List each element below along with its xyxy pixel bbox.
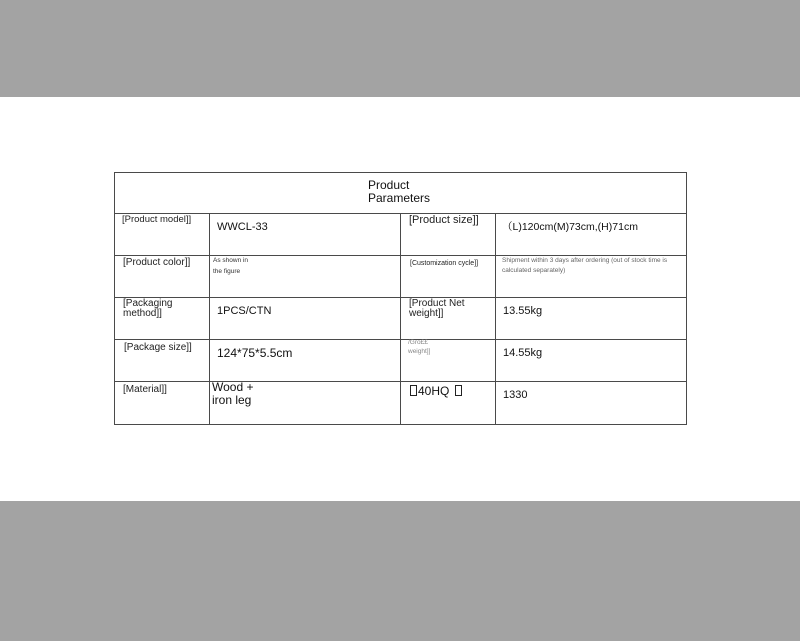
container-type-text: 40HQ <box>418 384 450 398</box>
customization-cycle-value-line-2: calculated separately) <box>502 267 566 274</box>
table-row <box>115 340 686 382</box>
material-label: [Material]] <box>123 384 167 395</box>
table-row <box>115 214 686 256</box>
table-title-line-1: Product <box>368 178 410 192</box>
cell-value <box>496 298 687 339</box>
cell-value <box>210 214 401 255</box>
gross-weight-label-line-2: weight]] <box>408 348 431 355</box>
cell-value <box>496 382 687 424</box>
material-value-line-1: Wood + <box>212 380 254 394</box>
cell-value <box>210 256 401 297</box>
cell-label <box>115 340 210 381</box>
cell-value <box>210 298 401 339</box>
package-size-value: 124*75*5.5cm <box>217 346 293 360</box>
cell-value <box>496 256 687 297</box>
product-color-value-line-1: As shown in <box>213 257 249 264</box>
table-row <box>115 256 686 298</box>
missing-glyph-icon <box>455 385 462 396</box>
net-weight-value: 13.55kg <box>503 305 543 317</box>
cell-label <box>401 256 496 297</box>
table-row <box>115 298 686 340</box>
packaging-method-label-line-1: [Packaging <box>123 298 173 309</box>
cell-value <box>210 340 401 381</box>
table-title-line-2: Parameters <box>368 191 431 205</box>
gross-weight-value: 14.55kg <box>503 347 543 359</box>
cell-label <box>401 298 496 339</box>
gross-weight-label-line-1: /Grο££ <box>408 339 428 346</box>
product-size-value: （L)120cm(M)73cm,(H)71cm <box>502 221 638 233</box>
table-row <box>115 382 686 424</box>
packaging-method-value: 1PCS/CTN <box>217 305 272 317</box>
product-color-label: [Product color]] <box>123 257 191 268</box>
product-model-label: [Product model]] <box>122 214 192 225</box>
container-quantity-value: 1330 <box>503 389 528 401</box>
material-value-line-2: iron leg <box>212 393 252 407</box>
missing-glyph-icon <box>410 385 417 396</box>
container-type-label <box>410 385 462 397</box>
cell-value <box>496 340 687 381</box>
package-size-label: [Package size]] <box>124 342 192 353</box>
cell-label <box>115 298 210 339</box>
cell-value <box>210 382 401 424</box>
cell-label <box>115 256 210 297</box>
packaging-method-label-line-2: method]] <box>123 308 162 319</box>
cell-label <box>401 382 496 424</box>
net-weight-label-line-2: weight]] <box>409 308 444 319</box>
net-weight-label-line-1: [Product Net <box>409 298 465 309</box>
product-parameters-table <box>114 172 687 425</box>
cell-value <box>496 214 687 255</box>
customization-cycle-value-line-1: Shipment within 3 days after ordering (out of stock time is <box>502 257 668 264</box>
customization-cycle-label: [Customization cycle]] <box>410 260 479 267</box>
product-size-label: [Product size]] <box>409 214 479 226</box>
product-model-value: WWCL-33 <box>217 221 268 233</box>
cell-label <box>401 340 496 381</box>
cell-label <box>115 214 210 255</box>
table-title <box>115 173 686 214</box>
cell-label <box>401 214 496 255</box>
product-color-value-line-2: the figure <box>213 268 241 275</box>
cell-label <box>115 382 210 424</box>
